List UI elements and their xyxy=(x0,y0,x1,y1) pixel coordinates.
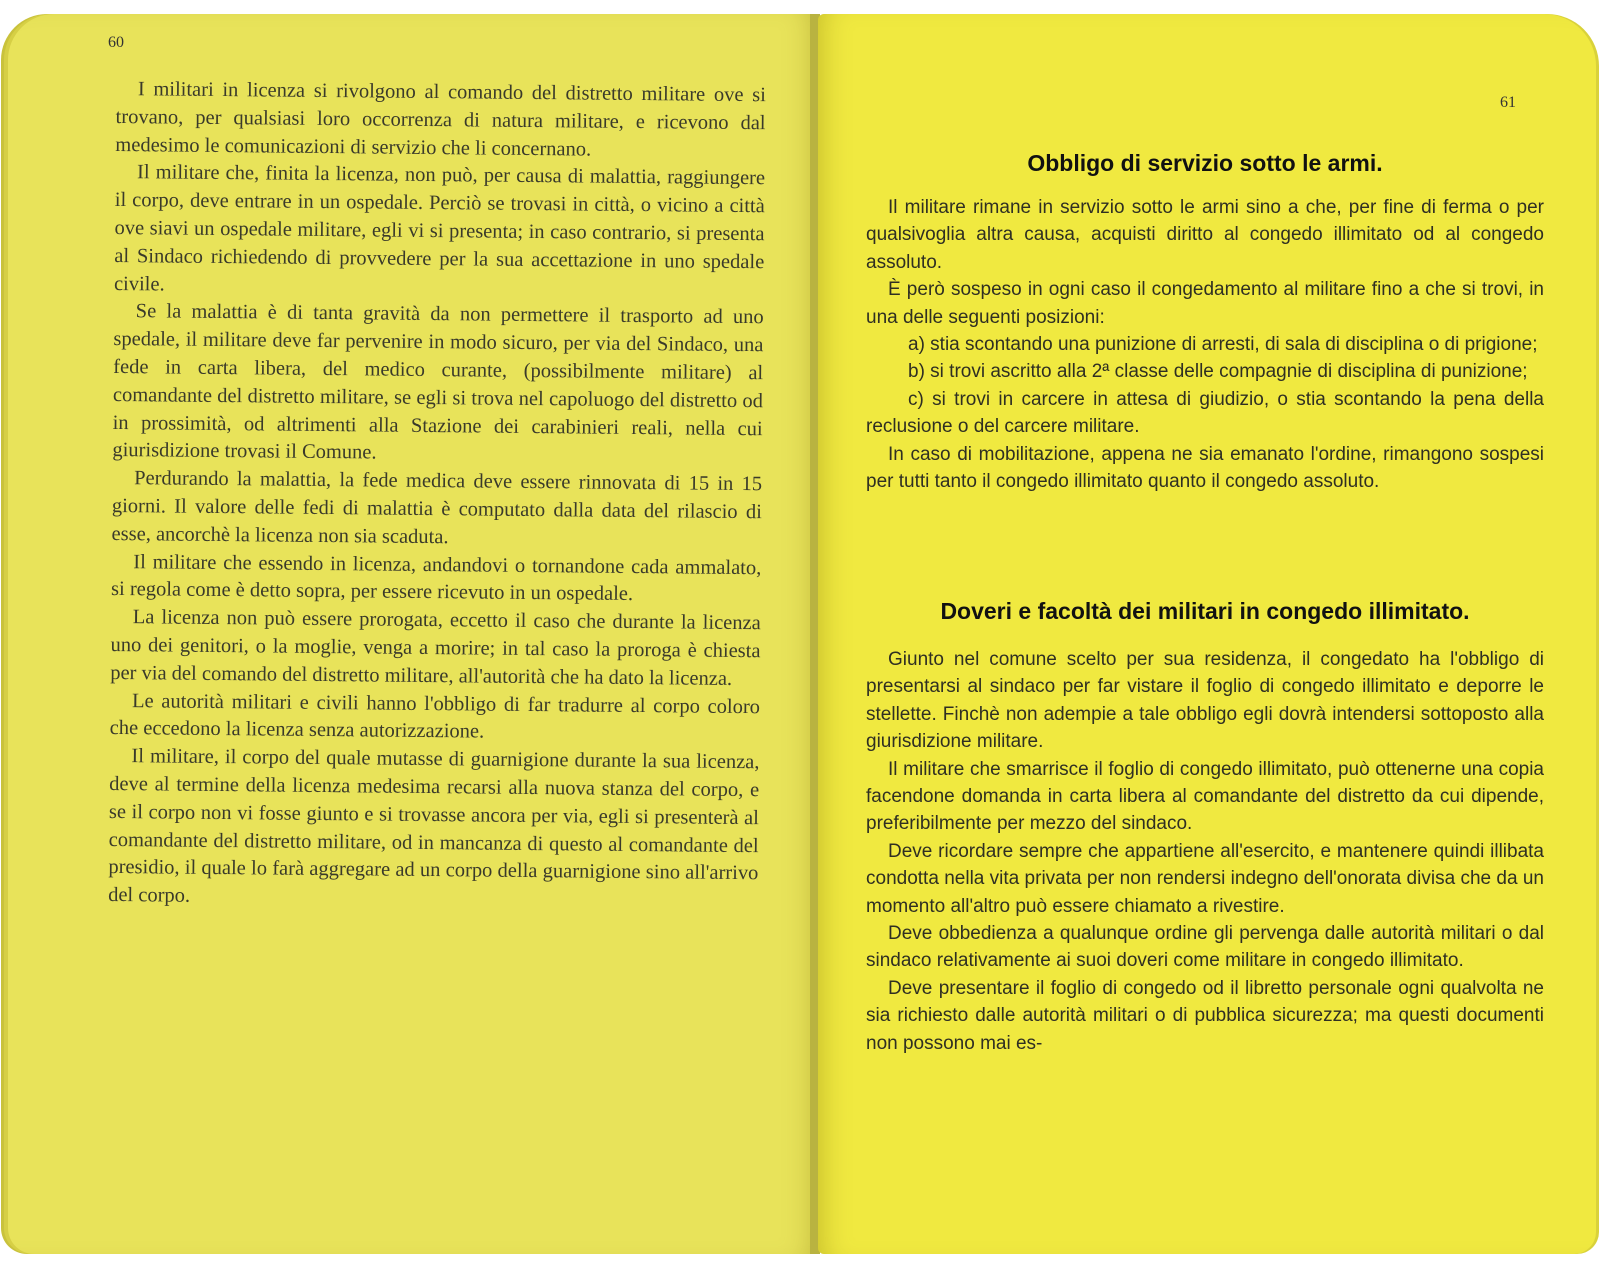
list-item: a) stia scontando una punizione di arresti, di sala di disciplina o di prigione; xyxy=(908,334,1538,356)
paragraph: Le autorità militari e civili hanno l'obbligo di far tradurre al corpo coloro che eccedono la licenza senza autorizzazione. xyxy=(109,689,761,743)
section-title: Doveri e facoltà dei militari in congedo illimitato. xyxy=(940,598,1470,624)
paragraph: Il militare che essendo in licenza, andandovi o tornandone cada ammalato, si regola come è detto sopra, per essere ricevuto in un ospedale. xyxy=(110,550,762,606)
paragraph: Il militare rimane in servizio sotto le armi sino a che, per fine di ferma o per qualsivoglia altra causa, acquisti diritto al congedo illimitato od al congedo assoluto. xyxy=(866,197,1544,273)
paragraph: La licenza non può essere prorogata, eccetto il caso che durante la licenza uno dei genitori, o la moglie, venga a morire; in tal caso la proroga è chiesta per via del comando del distretto militare, all'autorità che ha dato la licenza. xyxy=(110,606,761,690)
right-page-number: 61 xyxy=(1500,94,1516,111)
paragraph: È però sospeso in ogni caso il congedamento al militare fino a che si trovi, in una delle seguenti posizioni: xyxy=(866,279,1544,328)
paragraph: Il militare, il corpo del quale mutasse di guarnigione durante la sua licenza, deve al termine della licenza medesima recarsi alla nuova stanza del corpo, e se il corpo non vi fosse giunto e si trovasse ancora per via, egli si presenterà al comandante del distretto militare, od in mancanza di questo al comandante del presidio, il quale lo farà aggregare ad un corpo della guarnigione sino all'arrivo del corpo. xyxy=(108,745,760,907)
paragraph: Perdurando la malattia, la fede medica deve essere rinnovata di 15 in 15 giorni. Il valore delle fedi di malattia è computato dalla data del rilascio di esse, ancorchè la licenza non sia scaduta. xyxy=(111,467,763,548)
paragraph: In caso di mobilitazione, appena ne sia emanato l'ordine, rimangono sospesi per tutti tanto il congedo illimitato quanto il congedo assoluto. xyxy=(866,443,1544,493)
paragraph: Deve presentare il foglio di congedo od il libretto personale ogni qualvolta ne sia richiesto dalle autorità militari o di pubblica sicurezza; ma questi documenti non possono mai es- xyxy=(866,977,1544,1054)
paragraph: Se la malattia è di tanta gravità da non permettere il trasporto ad uno spedale, il militare deve far pervenire in modo sicuro, per via del Sindaco, una fede in carta libera, del medico curante, (possibilmente militare) al comandante del distretto militare, se egli si trova nel capoluogo del distretto od in prossimità, od altrimenti alla Stazione dei carabinieri reali, nella cui giurisdizione trovasi il Comune. xyxy=(112,300,764,464)
left-page xyxy=(8,14,816,1254)
list-item: c) si trovi in carcere in attesa di giudizio, o stia scontando la pena della reclusione o del carcere militare. xyxy=(866,388,1544,438)
right-page xyxy=(818,14,1596,1254)
paragraph: Giunto nel comune scelto per sua residenza, il congedato ha l'obbligo di presentarsi al sindaco per far vistare il foglio di congedo illimitato e deporre le stellette. Finchè non adempie a tale obbligo egli dovrà intendersi sottoposto alla giurisdizione militare. xyxy=(866,649,1544,753)
paragraph: I militari in licenza si rivolgono al comando del distretto militare ove si trovano, per qualsiasi loro occorrenza di natura militare, e ricevono dal medesimo le comunicazioni di servizio che li concernano. xyxy=(115,78,766,161)
left-page-number: 60 xyxy=(108,34,124,51)
section-body xyxy=(866,646,1544,1057)
paragraph: Il militare che smarrisce il foglio di congedo illimitato, può ottenerne una copia facendone domanda in carta libera al comandante del distretto da cui dipende, preferibilmente per mezzo del sindaco. xyxy=(866,758,1544,835)
list xyxy=(866,331,1544,441)
section-title: Obbligo di servizio sotto le armi. xyxy=(1027,150,1383,176)
list-item: b) si trovi ascritto alla 2ª classe delle compagnie di disciplina di punizione; xyxy=(908,361,1528,383)
paragraph: Il militare che, finita la licenza, non può, per causa di malattia, raggiungere il corpo, deve entrare in un ospedale. Perciò se trovasi in città, o vicino a città ove siavi un ospedale militare, egli vi si presenta; in caso contrario, si presenta al Sindaco richiedendo di provvedere per la sua accettazione in uno spedale civile. xyxy=(113,161,766,296)
paragraph: Deve ricordare sempre che appartiene all'esercito, e mantenere quindi illibata condotta nella vita privata per non rendersi indegno dell'onorata divisa che da un momento all'altro può essere chiamato a rivestire. xyxy=(866,840,1544,917)
section-body xyxy=(866,194,1544,495)
paragraph: Deve obbedienza a qualunque ordine gli pervenga dalle autorità militari o dal sindaco relativamente ai suoi doveri come militare in congedo illimitato. xyxy=(866,923,1544,972)
left-page-text xyxy=(108,76,766,916)
